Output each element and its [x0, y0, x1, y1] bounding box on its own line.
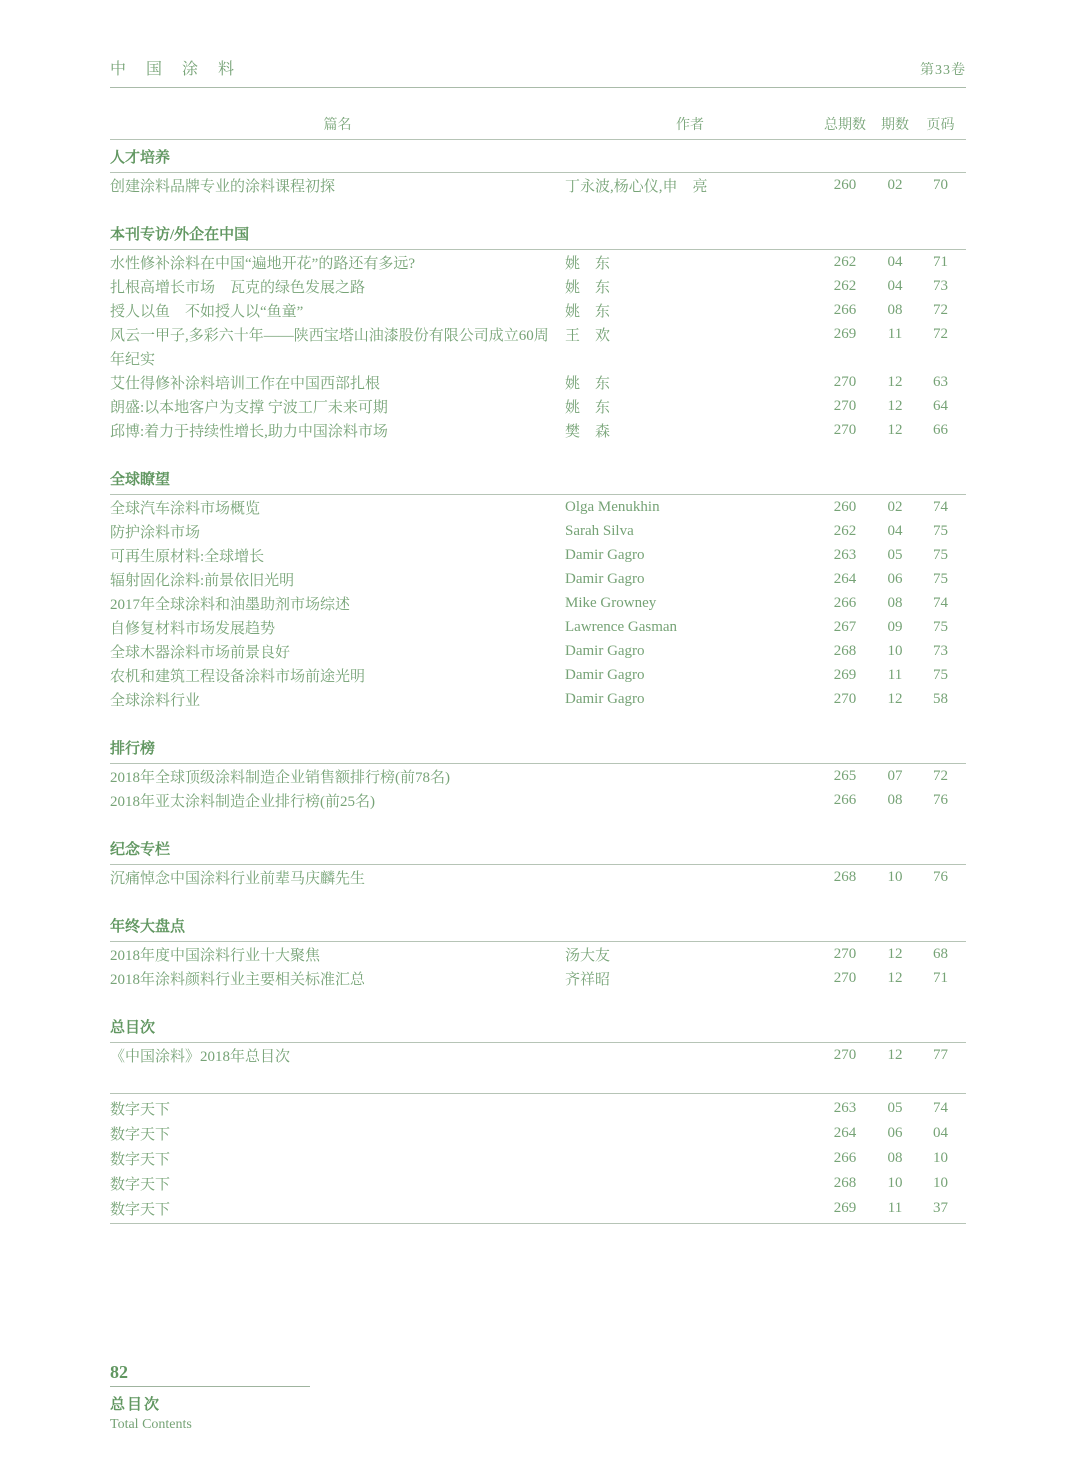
entry-page: 74: [933, 594, 948, 611]
entry-page: 68: [933, 945, 948, 962]
entry-issue: 08: [887, 301, 903, 318]
entry-page: 74: [933, 1100, 948, 1116]
entry-total-issue: 263: [833, 1100, 857, 1116]
entry-page: 71: [933, 969, 948, 986]
entry-author: 姚 东: [565, 279, 611, 296]
entry-title: 2018年涂料颜料行业主要相关标准汇总: [110, 971, 366, 988]
section-title: 纪念专栏: [110, 838, 966, 865]
journal-header: [110, 56, 966, 88]
toc-section: [110, 223, 966, 442]
entry-page: 77: [933, 1046, 948, 1063]
entry-title: 自修复材料市场发展趋势: [110, 620, 276, 637]
entry-title-line2: 年纪实: [110, 351, 156, 368]
entry-title: 扎根高增长市场 瓦克的绿色发展之路: [110, 279, 366, 296]
entry-title: 《中国涂料》2018年总目次: [110, 1048, 291, 1065]
entry-issue: 02: [887, 498, 903, 515]
footer-page-number: 82: [110, 1362, 310, 1387]
toc-section: [110, 915, 966, 990]
entry-page: 75: [933, 522, 948, 539]
entry-title: 2018年亚太涂料制造企业排行榜(前25名): [110, 793, 375, 810]
section-title: 本刊专访/外企在中国: [110, 223, 966, 250]
entry-issue: 05: [887, 546, 903, 563]
entry-total-issue: 270: [833, 421, 857, 438]
entry-author: 姚 东: [565, 255, 611, 272]
entry-issue: 11: [887, 666, 903, 683]
column-header-page: 页码: [926, 118, 955, 133]
entry-issue: 04: [887, 277, 903, 294]
section-title: 总目次: [110, 1016, 966, 1043]
entry-author: 樊 森: [565, 423, 611, 440]
entry-issue: 10: [887, 642, 903, 659]
entry-total-issue: 269: [833, 666, 857, 683]
table-row: [110, 1171, 966, 1196]
entry-page: 72: [933, 325, 948, 342]
entry-total-issue: 268: [833, 642, 857, 659]
entry-page: 76: [933, 791, 948, 808]
toc-section: [110, 468, 966, 711]
table-row: [110, 394, 966, 418]
table-row: [110, 1043, 966, 1067]
entry-author: Olga Menukhin: [565, 498, 660, 515]
entry-author: 汤大友: [565, 947, 611, 964]
section-title: 全球瞭望: [110, 468, 966, 495]
entry-issue: 10: [887, 868, 903, 885]
entry-page: 63: [933, 373, 948, 390]
entry-title: 数字天下: [110, 1152, 171, 1168]
toc-section: [110, 838, 966, 889]
entry-issue: 08: [887, 791, 903, 808]
entry-issue: 08: [887, 594, 903, 611]
entry-issue: 06: [887, 1125, 903, 1141]
table-row: [110, 764, 966, 788]
entry-total-issue: 270: [833, 373, 857, 390]
entry-page: 66: [933, 421, 948, 438]
table-row: [110, 418, 966, 442]
entry-author: 齐祥昭: [565, 971, 611, 988]
entry-title: 邱博:着力于持续性增长,助力中国涂料市场: [110, 423, 388, 440]
footer-label-cn: 总目次: [110, 1397, 162, 1413]
entry-issue: 12: [887, 945, 903, 962]
entry-total-issue: 270: [833, 1046, 857, 1063]
table-row: [110, 591, 966, 615]
entry-issue: 06: [887, 570, 903, 587]
entry-title: 2018年度中国涂料行业十大聚焦: [110, 947, 321, 964]
section-title: 人才培养: [110, 146, 966, 173]
entry-page: 75: [933, 546, 948, 563]
table-column-header: [110, 114, 966, 140]
entry-page: 73: [933, 642, 948, 659]
entry-title: 全球木器涂料市场前景良好: [110, 644, 291, 661]
entry-total-issue: 266: [833, 594, 857, 611]
column-header-author: 作者: [676, 118, 704, 133]
entry-issue: 10: [887, 1175, 903, 1191]
entry-total-issue: 270: [833, 969, 857, 986]
entry-author: Damir Gagro: [565, 546, 645, 563]
entry-issue: 12: [887, 397, 903, 414]
entry-title: 可再生原材料:全球增长: [110, 548, 265, 565]
entry-title: 全球汽车涂料市场概览: [110, 500, 261, 517]
entry-issue: 04: [887, 253, 903, 270]
entry-author: 姚 东: [565, 399, 611, 416]
table-row: [110, 639, 966, 663]
entry-issue: 11: [887, 325, 903, 342]
entry-page: 72: [933, 767, 948, 784]
entry-title: 风云一甲子,多彩六十年——陕西宝塔山油漆股份有限公司成立60周: [110, 327, 549, 344]
entry-page: 64: [933, 397, 948, 414]
toc-section: [110, 1016, 966, 1067]
entry-page: 10: [933, 1175, 948, 1191]
page-content: [110, 56, 966, 1224]
entry-title: 数字天下: [110, 1202, 171, 1218]
digital-world-block: [110, 1093, 966, 1224]
entry-total-issue: 270: [833, 397, 857, 414]
toc-section: [110, 737, 966, 812]
table-row-continuation: [110, 346, 966, 370]
entry-total-issue: 270: [833, 945, 857, 962]
entry-issue: 04: [887, 522, 903, 539]
entry-total-issue: 264: [833, 1125, 857, 1141]
entry-total-issue: 269: [833, 325, 857, 342]
table-row: [110, 788, 966, 812]
entry-title: 创建涂料品牌专业的涂料课程初探: [110, 178, 336, 195]
entry-author: 姚 东: [565, 303, 611, 320]
entry-total-issue: 266: [833, 301, 857, 318]
entry-issue: 12: [887, 1046, 903, 1063]
table-row: [110, 173, 966, 197]
entry-title: 全球涂料行业: [110, 692, 201, 709]
entry-issue: 09: [887, 618, 903, 635]
entry-page: 37: [933, 1200, 948, 1216]
table-row: [110, 865, 966, 889]
entry-issue: 11: [887, 1200, 903, 1216]
entry-total-issue: 268: [833, 1175, 857, 1191]
entry-page: 75: [933, 666, 948, 683]
entry-issue: 07: [887, 767, 903, 784]
table-row: [110, 1096, 966, 1121]
entry-issue: 12: [887, 690, 903, 707]
table-row: [110, 1121, 966, 1146]
entry-total-issue: 260: [833, 176, 857, 193]
entry-title: 沉痛悼念中国涂料行业前辈马庆麟先生: [110, 870, 366, 887]
table-row: [110, 495, 966, 519]
entry-issue: 12: [887, 421, 903, 438]
entry-issue: 02: [887, 176, 903, 193]
entry-total-issue: 265: [833, 767, 857, 784]
entry-author: Damir Gagro: [565, 570, 645, 587]
section-title: 排行榜: [110, 737, 966, 764]
entry-title: 2018年全球顶级涂料制造企业销售额排行榜(前78名): [110, 769, 450, 786]
entry-total-issue: 264: [833, 570, 857, 587]
entry-author: Sarah Silva: [565, 522, 634, 539]
entry-total-issue: 266: [833, 1150, 857, 1166]
section-title: 年终大盘点: [110, 915, 966, 942]
table-row: [110, 687, 966, 711]
table-row: [110, 966, 966, 990]
entry-title: 数字天下: [110, 1102, 171, 1118]
entry-title: 水性修补涂料在中国“遍地开花”的路还有多远?: [110, 255, 415, 272]
entry-page: 10: [933, 1150, 948, 1166]
entry-total-issue: 262: [833, 277, 857, 294]
entry-total-issue: 262: [833, 522, 857, 539]
table-row: [110, 370, 966, 394]
entry-author: 王 欢: [565, 327, 611, 344]
entry-total-issue: 262: [833, 253, 857, 270]
entry-title: 朗盛:以本地客户为支撑 宁波工厂未来可期: [110, 399, 388, 416]
entry-page: 72: [933, 301, 948, 318]
entry-author: Damir Gagro: [565, 690, 645, 707]
entry-author: 姚 东: [565, 375, 611, 392]
table-row: [110, 942, 966, 966]
toc-sections: [110, 146, 966, 1067]
entry-issue: 08: [887, 1150, 903, 1166]
table-row: [110, 1146, 966, 1171]
entry-author: Mike Growney: [565, 594, 657, 611]
table-row: [110, 543, 966, 567]
entry-total-issue: 270: [833, 690, 857, 707]
column-header-title: 篇名: [323, 118, 352, 133]
table-row: [110, 1196, 966, 1221]
entry-page: 04: [933, 1125, 948, 1141]
entry-issue: 05: [887, 1100, 903, 1116]
entry-page: 74: [933, 498, 948, 515]
table-row: [110, 250, 966, 274]
entry-issue: 12: [887, 969, 903, 986]
entry-author: 丁永波,杨心仪,申 亮: [565, 178, 708, 195]
page-footer: [110, 1362, 510, 1433]
journal-volume: 第33卷: [920, 63, 966, 78]
entry-page: 70: [933, 176, 948, 193]
entry-title: 辐射固化涂料:前景依旧光明: [110, 572, 295, 589]
entry-page: 76: [933, 868, 948, 885]
column-header-total-issue: 总期数: [824, 118, 866, 133]
entry-author: Lawrence Gasman: [565, 618, 678, 635]
entry-page: 75: [933, 570, 948, 587]
entry-title: 数字天下: [110, 1127, 171, 1143]
entry-total-issue: 268: [833, 868, 857, 885]
entry-page: 75: [933, 618, 948, 635]
table-row: [110, 519, 966, 543]
entry-page: 71: [933, 253, 948, 270]
table-row: [110, 274, 966, 298]
entry-total-issue: 260: [833, 498, 857, 515]
entry-title: 农机和建筑工程设备涂料市场前途光明: [110, 668, 366, 685]
entry-total-issue: 266: [833, 791, 857, 808]
entry-title: 数字天下: [110, 1177, 171, 1193]
entry-title: 授人以鱼 不如授人以“鱼童”: [110, 303, 304, 320]
toc-section: [110, 146, 966, 197]
entry-title: 2017年全球涂料和油墨助剂市场综述: [110, 596, 351, 613]
column-header-issue: 期数: [881, 118, 909, 133]
entry-page: 73: [933, 277, 948, 294]
table-row: [110, 298, 966, 322]
entry-total-issue: 269: [833, 1200, 857, 1216]
entry-title: 防护涂料市场: [110, 524, 201, 541]
entry-page: 58: [933, 690, 948, 707]
entry-issue: 12: [887, 373, 903, 390]
footer-label-en: Total Contents: [110, 1417, 192, 1432]
entry-title: 艾仕得修补涂料培训工作在中国西部扎根: [110, 375, 381, 392]
entry-author: Damir Gagro: [565, 666, 645, 683]
table-row: [110, 663, 966, 687]
table-row: [110, 322, 966, 346]
table-row: [110, 615, 966, 639]
entry-total-issue: 267: [833, 618, 857, 635]
journal-name: 中 国 涂 料: [110, 61, 243, 78]
entry-total-issue: 263: [833, 546, 857, 563]
entry-author: Damir Gagro: [565, 642, 645, 659]
table-row: [110, 567, 966, 591]
